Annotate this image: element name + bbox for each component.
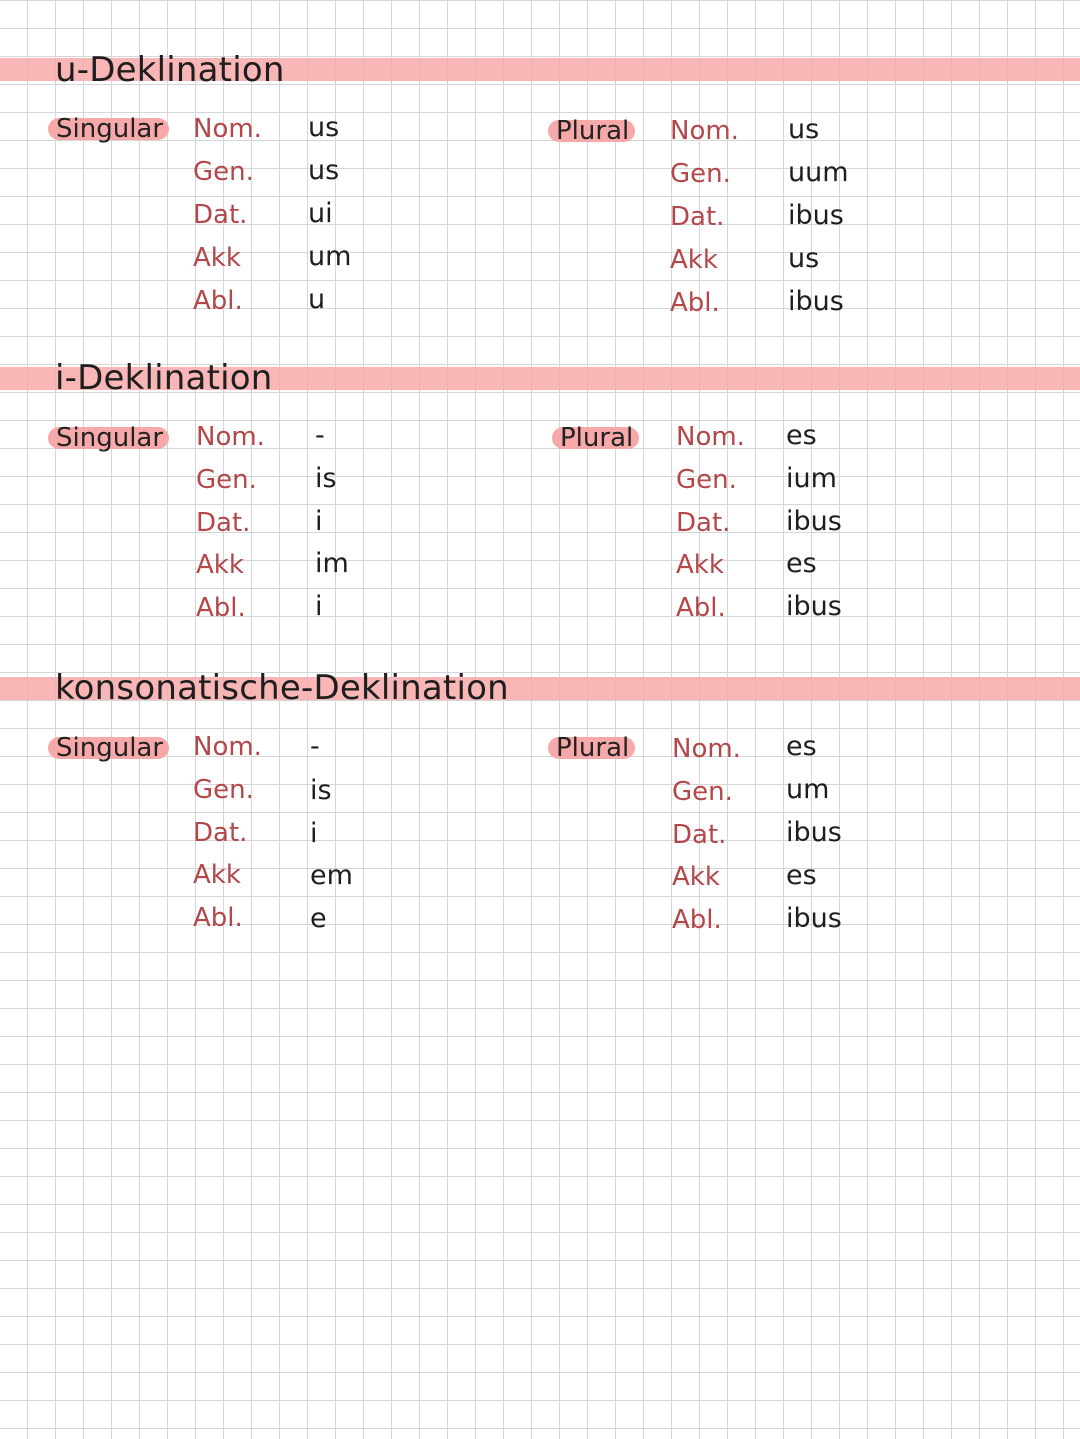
ending-value: us xyxy=(308,155,340,186)
ending-value: ibus xyxy=(786,903,842,934)
case-label: Akk xyxy=(670,245,718,275)
case-label: Akk xyxy=(672,862,720,892)
ending-value: us xyxy=(308,112,340,143)
case-label: Gen. xyxy=(193,775,254,805)
ending-value: i xyxy=(310,818,318,849)
singular-table xyxy=(48,731,378,952)
ending-value: em xyxy=(310,860,353,891)
ending-value: is xyxy=(310,775,332,806)
case-label: Nom. xyxy=(670,116,739,146)
ending-value: ibus xyxy=(786,817,842,848)
ending-value: u xyxy=(308,284,326,315)
ending-value: es xyxy=(786,731,817,762)
ending-value: es xyxy=(786,860,817,891)
ending-value: - xyxy=(315,420,325,451)
plural-label: Plural xyxy=(548,737,635,759)
ending-value: ibus xyxy=(786,591,842,622)
ending-value: i xyxy=(315,506,323,537)
case-label: Akk xyxy=(193,243,241,273)
ending-value: - xyxy=(310,731,320,762)
case-label: Gen. xyxy=(676,465,737,495)
ending-value: ium xyxy=(786,463,837,494)
ending-value: um xyxy=(786,774,830,805)
ending-value: us xyxy=(788,243,820,274)
case-label: Nom. xyxy=(196,422,265,452)
ending-value: uum xyxy=(788,157,849,188)
case-label: Nom. xyxy=(193,114,262,144)
case-label: Akk xyxy=(196,550,244,580)
ending-value: i xyxy=(315,591,323,622)
plural-label: Plural xyxy=(552,427,639,449)
ending-value: ibus xyxy=(788,286,844,317)
section-title: u-Deklination xyxy=(55,50,285,90)
case-label: Abl. xyxy=(193,903,243,933)
case-label: Dat. xyxy=(193,818,248,848)
ending-value: es xyxy=(786,548,817,579)
case-label: Abl. xyxy=(196,593,246,623)
case-label: Nom. xyxy=(672,734,741,764)
case-label: Abl. xyxy=(672,905,722,935)
section-title: konsonatische-Deklination xyxy=(55,668,509,708)
ending-value: ui xyxy=(308,198,333,229)
singular-table xyxy=(48,420,378,642)
case-label: Dat. xyxy=(672,820,727,850)
section-title: i-Deklination xyxy=(55,358,273,398)
ending-value: es xyxy=(786,420,817,451)
case-label: Dat. xyxy=(193,200,248,230)
case-label: Gen. xyxy=(196,465,257,495)
case-label: Dat. xyxy=(670,202,725,232)
ending-value: um xyxy=(308,241,352,272)
plural-table xyxy=(552,420,882,642)
ending-value: us xyxy=(788,114,820,145)
case-label: Abl. xyxy=(193,286,243,316)
case-label: Gen. xyxy=(670,159,731,189)
case-label: Gen. xyxy=(193,157,254,187)
ending-value: ibus xyxy=(786,506,842,537)
plural-label: Plural xyxy=(548,120,635,142)
case-label: Nom. xyxy=(676,422,745,452)
singular-label: Singular xyxy=(48,737,169,759)
singular-table xyxy=(48,112,378,333)
case-label: Akk xyxy=(193,860,241,890)
case-label: Dat. xyxy=(676,508,731,538)
case-label: Akk xyxy=(676,550,724,580)
case-label: Nom. xyxy=(193,732,262,762)
ending-value: is xyxy=(315,463,337,494)
case-label: Abl. xyxy=(676,593,726,623)
case-label: Abl. xyxy=(670,288,720,318)
singular-label: Singular xyxy=(48,427,169,449)
singular-label: Singular xyxy=(48,118,169,140)
case-label: Dat. xyxy=(196,508,251,538)
ending-value: e xyxy=(310,903,327,934)
ending-value: ibus xyxy=(788,200,844,231)
plural-table xyxy=(548,114,878,335)
case-label: Gen. xyxy=(672,777,733,807)
ending-value: im xyxy=(315,548,349,579)
plural-table xyxy=(548,731,878,952)
